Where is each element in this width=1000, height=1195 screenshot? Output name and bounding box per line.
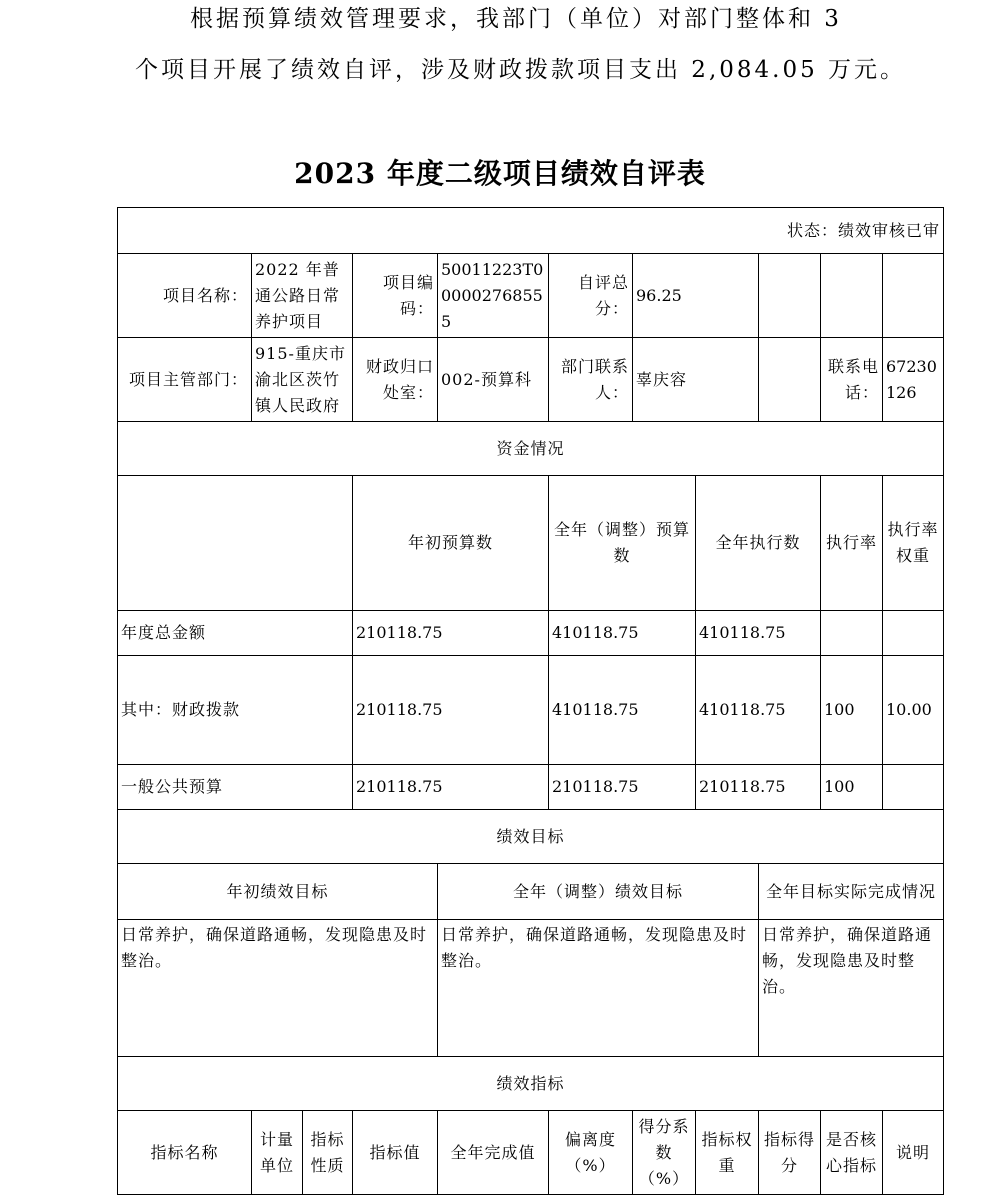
- indicator-header-score: 指标得分: [759, 1111, 821, 1195]
- funds-rate: 100: [821, 656, 883, 765]
- contact-value: 辜庆容: [633, 338, 759, 422]
- empty-cell: [759, 338, 821, 422]
- indicator-header-value: 指标值: [353, 1111, 438, 1195]
- phone-value: 67230126: [883, 338, 944, 422]
- funds-executed: 210118.75: [696, 765, 821, 810]
- indicators-section-title: 绩效指标: [118, 1057, 944, 1111]
- funds-row-label: 其中：财政拨款: [118, 656, 353, 765]
- project-name-value: 2022 年普通公路日常养护项目: [252, 254, 353, 338]
- goals-header-actual: 全年目标实际完成情况: [759, 864, 944, 920]
- funds-initial: 210118.75: [353, 765, 549, 810]
- goals-header-initial: 年初绩效目标: [118, 864, 438, 920]
- finance-office-label: 财政归口处室：: [353, 338, 438, 422]
- project-code-value: 50011223T000002768555: [438, 254, 549, 338]
- status-text: 状态：绩效审核已审: [118, 208, 944, 254]
- dept-label: 项目主管部门：: [118, 338, 252, 422]
- contact-label: 部门联系人：: [549, 338, 633, 422]
- indicator-header-unit: 计量单位: [252, 1111, 303, 1195]
- project-code-label: 项目编码：: [353, 254, 438, 338]
- funds-adjusted: 410118.75: [549, 656, 696, 765]
- funds-executed: 410118.75: [696, 656, 821, 765]
- funds-initial: 210118.75: [353, 611, 549, 656]
- funds-header-rate: 执行率: [821, 476, 883, 611]
- funds-header-weight: 执行率权重: [883, 476, 944, 611]
- indicator-header-core: 是否核心指标: [821, 1111, 883, 1195]
- goals-initial-text: 日常养护，确保道路通畅，发现隐患及时整治。: [118, 920, 438, 1057]
- empty-cell: [883, 254, 944, 338]
- funds-rate: [821, 611, 883, 656]
- indicator-header-coefficient: 得分系数（%）: [633, 1111, 696, 1195]
- funds-section-title: 资金情况: [118, 422, 944, 476]
- funds-adjusted: 410118.75: [549, 611, 696, 656]
- indicator-header-completed: 全年完成值: [438, 1111, 549, 1195]
- dept-value: 915-重庆市渝北区茨竹镇人民政府: [252, 338, 353, 422]
- goals-header-adjusted: 全年（调整）绩效目标: [438, 864, 759, 920]
- empty-cell: [821, 254, 883, 338]
- funds-row-label: 一般公共预算: [118, 765, 353, 810]
- goals-adjusted-text: 日常养护，确保道路通畅，发现隐患及时整治。: [438, 920, 759, 1057]
- empty-cell: [118, 476, 353, 611]
- page-title: 2023 年度二级项目绩效自评表: [294, 157, 706, 190]
- funds-executed: 410118.75: [696, 611, 821, 656]
- indicator-header-deviation: 偏离度（%）: [549, 1111, 633, 1195]
- table-row: [118, 656, 944, 765]
- indicator-header-name: 指标名称: [118, 1111, 252, 1195]
- indicator-header-weight: 指标权重: [696, 1111, 759, 1195]
- goals-section-title: 绩效目标: [118, 810, 944, 864]
- funds-adjusted: 210118.75: [549, 765, 696, 810]
- funds-header-initial: 年初预算数: [353, 476, 549, 611]
- funds-rate: 100: [821, 765, 883, 810]
- indicator-header-notes: 说明: [883, 1111, 944, 1195]
- goals-actual-text: 日常养护，确保道路通畅，发现隐患及时整治。: [759, 920, 944, 1057]
- table-row: [118, 611, 944, 656]
- funds-weight: 10.00: [883, 656, 944, 765]
- funds-weight: [883, 765, 944, 810]
- intro-line-2: 个项目开展了绩效自评，涉及财政拨款项目支出 2,084.05 万元。: [135, 57, 907, 83]
- funds-header-executed: 全年执行数: [696, 476, 821, 611]
- performance-evaluation-table: [117, 207, 944, 1195]
- finance-office-value: 002-预算科: [438, 338, 549, 422]
- indicator-header-nature: 指标性质: [303, 1111, 353, 1195]
- funds-header-adjusted: 全年（调整）预算数: [549, 476, 696, 611]
- project-name-label: 项目名称：: [118, 254, 252, 338]
- empty-cell: [759, 254, 821, 338]
- funds-initial: 210118.75: [353, 656, 549, 765]
- funds-weight: [883, 611, 944, 656]
- funds-row-label: 年度总金额: [118, 611, 353, 656]
- self-score-label: 自评总分：: [549, 254, 633, 338]
- table-row: [118, 765, 944, 810]
- intro-line-1: 根据预算绩效管理要求，我部门（单位）对部门整体和 3: [190, 6, 842, 32]
- self-score-value: 96.25: [633, 254, 759, 338]
- phone-label: 联系电话：: [821, 338, 883, 422]
